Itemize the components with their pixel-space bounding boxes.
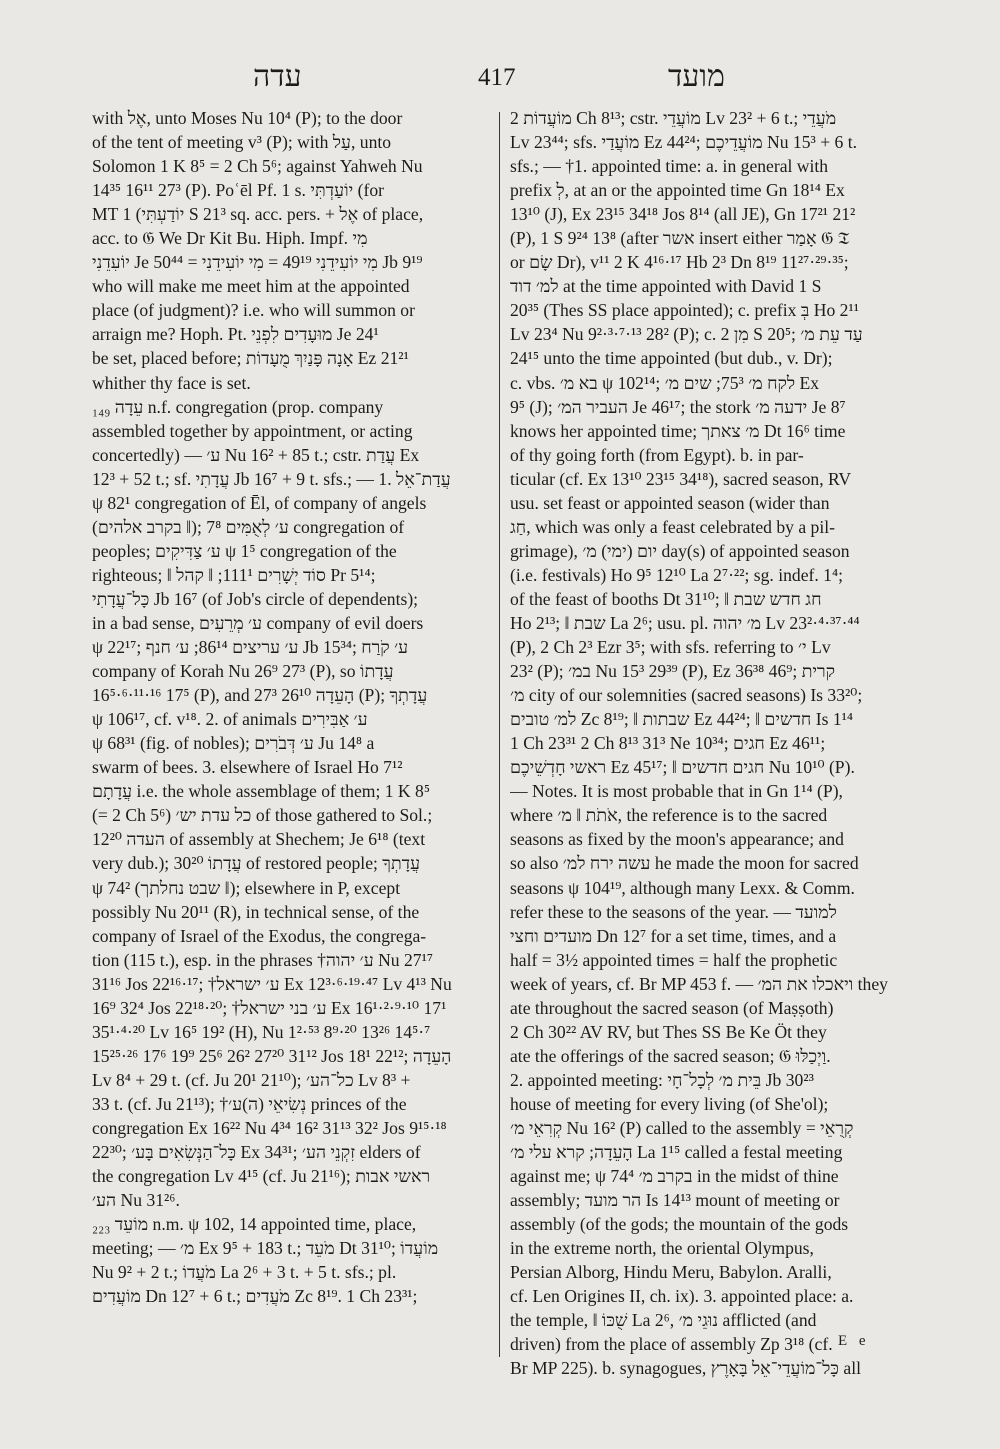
right-column-line: ate throughout the sacred season (of Maṣṣoth) [510, 997, 834, 1018]
right-column-line: half = 3½ appointed times = half the prophetic [510, 949, 838, 970]
right-column-line: Ho 2¹³; ‖ שבת La 2⁶; usu. pl. מ׳ יהוה Lv 23²·⁴·³⁷·⁴⁴ [510, 612, 860, 633]
left-column-line: 35¹·⁴·²⁰ Lv 16⁵ 19² (H), Nu 1²·⁵³ 8⁹·²⁰ 13²⁶ 14⁵·⁷ [92, 1021, 431, 1042]
left-column-line: ψ 22¹⁷; ע׳ עריצים 86¹⁴; ע׳ חנף Jb 15³⁴; ע׳ קֹרַח [92, 637, 409, 658]
left-column-line: of the tent of meeting v³ (P); with עַל, unto [92, 132, 392, 153]
right-column-line: Lv 23⁴⁴; sfs. מוֹעֲדַי Ez 44²⁴; מוֹעֲדֵיכֶם Nu 15³ + 6 t. [510, 132, 857, 153]
printer-signature: E e [838, 1333, 870, 1349]
left-column-line: Solomon 1 K 8⁵ = 2 Ch 5⁶; against Yahweh Nu [92, 156, 423, 177]
right-column-line: מוֹעֲדוֹת 2 Ch 8¹³; cstr. מוֹעֲדֵי Lv 23² + 6 t.; מֹעֲדֵי [510, 108, 837, 128]
left-column-line: be set, placed before; אָנָה פָּנַיִךְ מֻעָדוֹת Ez 21²¹ [92, 348, 409, 369]
right-column-line: the temple, ‖ שֻׁכּוֹ La 2⁶, נוּגֵי מ׳ afflicted (and [510, 1310, 817, 1331]
right-column-line: (i.e. festivals) Ho 9⁵ 12¹⁰ La 2⁷·²²; sg. indef. 1⁴; [510, 564, 843, 585]
left-column-line: הע׳ Nu 31²⁶. [92, 1190, 180, 1211]
left-column-line: MT יוֹדַעְתִּי) 1 S 21³ sq. acc. pers. + אֶל of place, [92, 204, 424, 225]
left-column-line: assembled together by appointment, or acting [92, 420, 413, 441]
left-column-line: עֲדָתָם i.e. the whole assemblage of them; 1 K 8⁵ [92, 781, 430, 802]
left-column-line: מוֹעֵד ₂₂₃ n.m. ψ 102, 14 appointed time, place, [92, 1214, 417, 1235]
left-column-line: congregation Ex 16²² Nu 4³⁴ 16² 31¹³ 32² Jos 9¹⁵·¹⁸ [92, 1117, 447, 1138]
right-column-line: or שָׂם Dr), v¹¹ 2 K 4¹⁶·¹⁷ Hb 2³ Dn 8¹⁹ 11²⁷·²⁹·³⁵; [510, 252, 849, 273]
left-column-line: כָּל־עֲדָתִי Jb 16⁷ (of Job's circle of dependents); [92, 588, 419, 609]
right-column-line: למ׳ דוד at the time appointed with David 1 S [510, 276, 822, 297]
right-column [510, 106, 910, 1380]
left-column-line: in a bad sense, ע׳ מְרֵעִים company of evil doers [92, 612, 424, 633]
right-column-line: חַג, which was only a feast celebrated by a pil- [510, 516, 835, 537]
right-column-line: c. vbs. בא מ׳ ψ 102¹⁴; לקח מ׳ 75³; שים מ׳ Ex [510, 372, 820, 393]
left-column-line: tion (115 t.), esp. in the phrases †ע׳ יהוה Nu 27¹⁷ [92, 949, 433, 970]
right-column-line: refer these to the seasons of the year. — למועד [510, 901, 837, 922]
left-column-line: Lv 8⁴ + 29 t. (cf. Ju 20¹ 21¹⁰); כל־הע׳ Lv 8³ + [92, 1069, 411, 1090]
left-column-line: arraign me? Hoph. Pt. מוּעָדִים לִפְנֵי Je 24¹ [92, 324, 379, 345]
right-column-line: in the extreme north, the oriental Olympus, [510, 1238, 814, 1259]
left-column-line: 22³⁰; כָּל־הַנְּשִׂאִים בָּע׳ Ex 34³¹; זִקְנֵי הע׳ elders of [92, 1142, 421, 1163]
left-column-line: 12²⁰ העדה of assembly at Shechem; Je 6¹⁸ (text [92, 829, 426, 850]
right-column-line: (P), 1 S 9²⁴ 13⁸ (after אשר insert either אָמַר 𝔊 𝔗 [510, 228, 850, 249]
right-column-line: 23² (P); במ׳ Nu 15³ 29³⁹ (P), Ez 36³⁸ 46⁹; קרית [510, 661, 836, 682]
left-column-line: who will make me meet him at the appointed [92, 276, 410, 297]
right-column-line: 1 Ch 23³¹ 2 Ch 8¹³ 31³ Ne 10³⁴; חגים Ez 46¹¹; [510, 733, 826, 754]
right-column-line: of the feast of booths Dt 31¹⁰; ‖ חג חדש שבת [510, 588, 822, 609]
left-column-line: (= 2 Ch 5⁶) כל עדת יש׳ of those gathered to Sol.; [92, 805, 433, 826]
left-column-line: יוֹעִדֵנִי Je 50⁴⁴ = מִי יוֹעִידֵנִי 49¹⁹ = מִי יוֹעִידֵנִי Jb 9¹⁹ [92, 252, 423, 273]
left-column-line: 31¹⁶ Jos 22¹⁶·¹⁷; †ע׳ ישראל Ex 12³·⁶·¹⁹·⁴⁷ Lv 4¹³ Nu [92, 973, 452, 994]
left-column-line: 16⁵·⁶·¹¹·¹⁶ 17⁵ (P), and הָעֵדָה 26¹⁰ 27³ (P); עֲדָתְךָ [92, 685, 428, 706]
right-column-line: usu. set feast or appointed season (wider than [510, 492, 830, 513]
right-column-line: ראשי חָדְשֵׁיכֶם Ez 45¹⁷; ‖ חגים חדשים Nu 10¹⁰ (P). [510, 757, 855, 778]
left-column-line: מוֹעֲדִים Dn 12⁷ + 6 t.; מֹעֲדִים Zc 8¹⁹. 1 Ch 23³¹; [92, 1286, 418, 1307]
column-divider [499, 112, 500, 1357]
left-column-line: possibly Nu 20¹¹ (R), in technical sense, of the [92, 901, 420, 922]
left-column-line: Nu 9² + 2 t.; מֹעֲדוֹ La 2⁶ + 3 t. + 5 t. sfs.; pl. [92, 1262, 397, 1283]
right-column-line: מ׳ city of our solemnities (sacred seasons) Is 33²⁰; [510, 685, 863, 706]
left-column-line: ψ 68³¹ (fig. of nobles); ע׳ דְּבֹרִים Ju 14⁸ a [92, 733, 375, 754]
left-column-line: place (of judgment)? i.e. who will summon or [92, 300, 415, 321]
right-column-line: prefix לְ, at an or the appointed time Gn 18¹⁴ Ex [510, 180, 845, 201]
left-column-line: company of Korah Nu 26⁹ 27³ (P), so עֲדָתוֹ [92, 661, 394, 682]
left-column-line: peoples; ע׳ צַדִּיקִים ψ 1⁵ congregation of the [92, 540, 397, 561]
right-column-line: הָעֵדָה; קרא עלי מ׳ La 1¹⁵ called a festal meeting [510, 1142, 843, 1163]
right-column-line: cf. Len Origines II, ch. ix). 3. appointed place: a. [510, 1286, 854, 1307]
right-column-line: against me; ψ 74⁴ בקרב מ׳ in the midst of thine [510, 1166, 839, 1187]
right-column-line: knows her appointed time; מ׳ צאתך Dt 16⁶ time [510, 420, 846, 441]
left-column-line: 15²⁵·²⁶ 17⁶ 19⁹ 25⁶ 26² 27²⁰ 31¹² Jos 18¹ 22¹²; הָעֵדָה [92, 1045, 452, 1066]
header-right-word: מועד [668, 60, 725, 93]
right-column-line: assembly; הר מועד Is 14¹³ mount of meeting or [510, 1190, 840, 1211]
left-column [92, 106, 490, 1308]
left-column-line: 14³⁵ 16¹¹ 27³ (P). Poʿēl Pf. 1 s. יוֹעַדְתִּי (for [92, 180, 384, 201]
page-number: 417 [478, 64, 516, 91]
left-column-line: company of Israel of the Exodus, the congrega- [92, 925, 427, 946]
left-column-line: meeting; — מ׳ Ex 9⁵ + 183 t.; מֹעֵד Dt 31¹⁰; מוֹעֲדוֹ [92, 1238, 439, 1259]
left-column-line: (בקרב אלהים ‖); ע׳ לְאֻמִּים 7⁸ congregation of [92, 516, 405, 537]
right-column-line: driven) from the place of assembly Zp 3¹⁸ (cf. [510, 1334, 833, 1355]
right-column-line: week of years, cf. Br MP 453 f. — ויאכלו את המ׳ they [510, 973, 888, 994]
right-column-line: of thy going forth (from Egypt). b. in par- [510, 444, 804, 465]
left-column-line: very dub.); עֲדָתוֹ 30²⁰ of restored people; עֲדָתְךָ [92, 853, 421, 874]
right-column-line: 13¹⁰ (J), Ex 23¹⁵ 34¹⁸ Jos 8¹⁴ (all JE), Gn 17²¹ 21² [510, 204, 856, 225]
right-column-line: 20³⁵ (Thes SS place appointed); c. prefix בְּ Ho 2¹¹ [510, 300, 860, 321]
right-column-line: so also עשה ירח למ׳ he made the moon for sacred [510, 853, 859, 874]
left-column-line: עֵדָה ₁₄₉ n.f. congregation (prop. company [92, 396, 384, 417]
right-column-line: (P), 2 Ch 2³ Ezr 3⁵; with sfs. referring to י׳ Lv [510, 637, 831, 658]
left-column-line: the congregation Lv 4¹⁵ (cf. Ju 21¹⁶); ראשי אבות [92, 1166, 431, 1187]
left-column-line: ψ 82¹ congregation of Ēl, of company of angels [92, 492, 427, 513]
right-column-line: 2 Ch 30²² AV RV, but Thes SS Be Ke Öt they [510, 1021, 827, 1042]
left-column-line: righteous; ‖ סוֹד יְשָׁרִים 111¹; ‖ קהל Pr 5¹⁴; [92, 564, 376, 585]
left-column-line: 16⁹ 32⁴ Jos 22¹⁸·²⁰; †ע׳ בני ישראל Ex 16¹·²·⁹·¹⁰ 17¹ [92, 997, 447, 1018]
right-column-line: 2. appointed meeting: בֵּית מ׳ לְכָל־חָי Jb 30²³ [510, 1069, 814, 1090]
right-column-line: למ׳ טובים Zc 8¹⁹; ‖ שבתות Ez 44²⁴; ‖ חדשים Is 1¹⁴ [510, 709, 854, 730]
right-column-line: sfs.; — †1. appointed time: a. in general with [510, 156, 829, 177]
left-column-line: concertedly) — ע׳ Nu 16² + 85 t.; cstr. עֲדַת Ex [92, 444, 420, 465]
left-column-line: whither thy face is set. [92, 372, 251, 393]
right-column-line: ticular (cf. Ex 13¹⁰ 23¹⁵ 34¹⁸), sacred season, RV [510, 468, 852, 489]
right-column-line: Lv 23⁴ Nu 9²·³·⁷·¹³ 28² (P); c. מִן 2 S 20⁵; עַד עֵת מ׳ [510, 324, 863, 345]
left-column-line: with אֶל, unto Moses Nu 10⁴ (P); to the door [92, 108, 403, 128]
left-column-line: swarm of bees. 3. elsewhere of Israel Ho 7¹² [92, 757, 403, 778]
right-column-line: 9⁵ (J); העביר המ׳ Je 46¹⁷; the stork ידעה מ׳ Je 8⁷ [510, 396, 846, 417]
header-left-word: עדה [253, 60, 302, 93]
right-column-line: מועדים וחצי Dn 12⁷ for a set time, times, and a [510, 925, 837, 946]
right-column-line: — Notes. It is most probable that in Gn 1¹⁴ (P), [510, 781, 843, 802]
right-column-line: grimage), יום (ימי) מ׳ day(s) of appointed season [510, 540, 850, 561]
right-column-line: ate the offerings of the sacred season; 𝔊 וַיְכַלּוּ. [510, 1045, 831, 1066]
left-column-line: 33 t. (cf. Ju 21¹³); †נְשִׂיאֵי (ה)ע׳ princes of the [92, 1093, 407, 1114]
left-column-line: acc. to 𝔊 We Dr Kit Bu. Hiph. Impf. מִי [92, 228, 368, 249]
right-column-line: assembly (of the gods; the mountain of the gods [510, 1214, 849, 1235]
right-column-line: קְרִאֵי מ׳ Nu 16² (P) called to the assembly = קְרֻאֵי [510, 1117, 854, 1138]
right-column-line: seasons ψ 104¹⁹, although many Lexx. & Comm. [510, 877, 855, 898]
right-column-line: seasons as fixed by the moon's appearance; and [510, 829, 844, 850]
left-column-line: ψ 74² (שבט נחלתך ‖); elsewhere in P, except [92, 877, 401, 898]
right-column-line: Persian Alborg, Hindu Meru, Babylon. Aralli, [510, 1262, 832, 1283]
right-column-line: house of meeting for every living (of She'ol); [510, 1093, 829, 1114]
right-column-line: Br MP 225). b. synagogues, כָּל־מוֹעֲדֵי־אֵל בָּאָרֶץ all [510, 1358, 861, 1379]
right-column-line: where אֹתֹת ‖ מ׳, the reference is to the sacred [510, 805, 828, 826]
right-column-line: 24¹⁵ unto the time appointed (but dub., v. Dr); [510, 348, 833, 369]
left-column-line: ψ 106¹⁷, cf. v¹⁸. 2. of animals ע׳ אַבִּירִים [92, 709, 368, 730]
left-column-line: 12³ + 52 t.; sf. עֲדָתִי Jb 16⁷ + 9 t. sfs.; — 1. עֲדַת־אֵל [92, 468, 451, 489]
